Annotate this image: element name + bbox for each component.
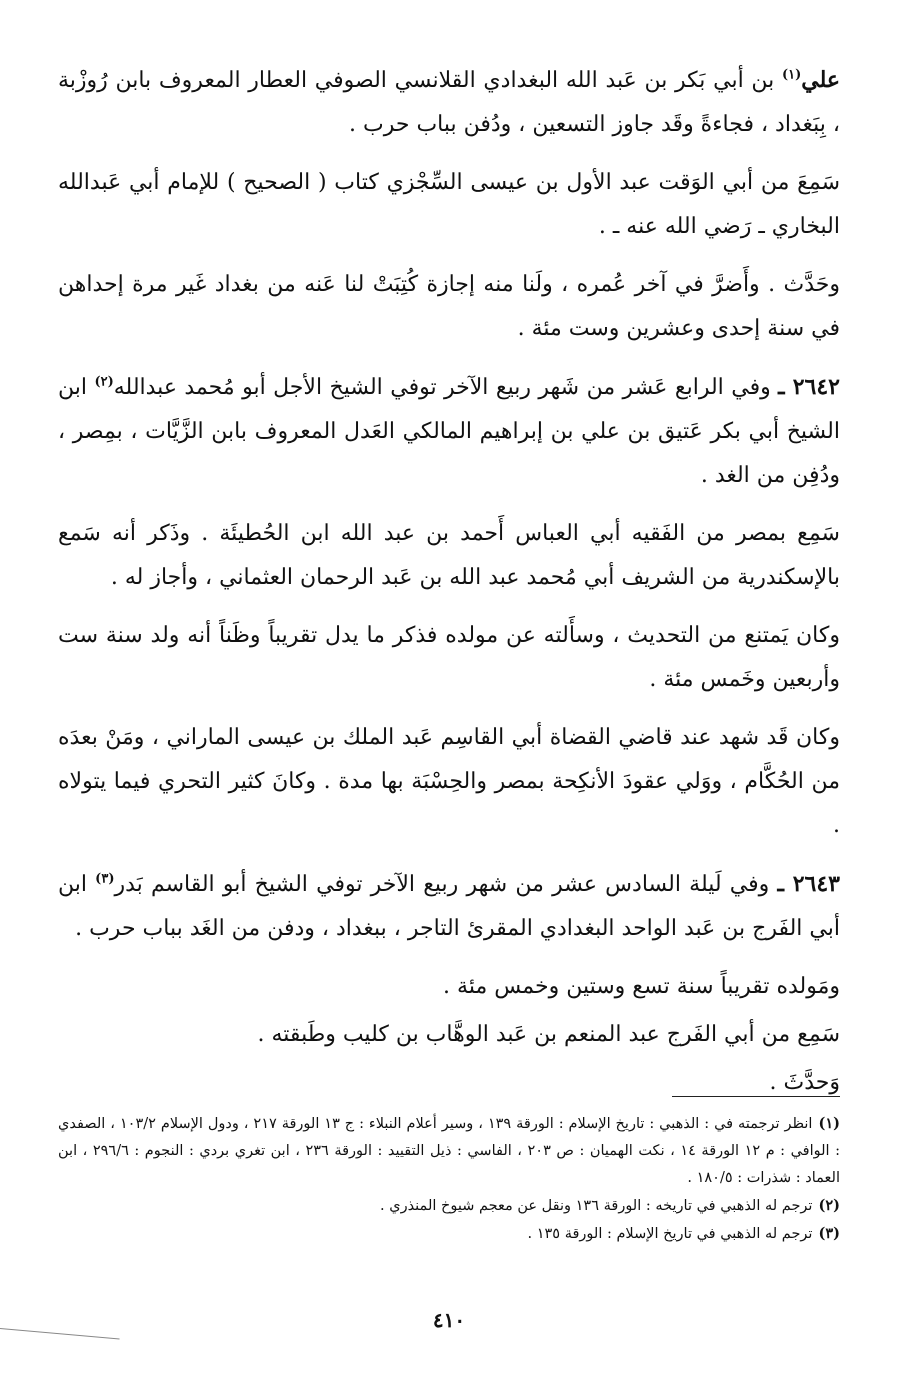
footnote-ref[interactable]: (٢) <box>94 374 114 390</box>
footnote-number: (٣) <box>818 1225 840 1242</box>
entry-paragraph: سَمِع من أبي الفَرج عبد المنعم بن عَبد الوهَّاب بن كليب وطَبقته . <box>257 1022 840 1047</box>
footnote <box>58 1192 840 1220</box>
entry-number: ٢٦٤٢ ـ <box>778 374 840 400</box>
entry-paragraph: وكان قَد شهد عند قاضي القضاة أبي القاسِم عَبد الملك بن عيسى الماراني ، ومَنْ بعدَه من الحُكَّام ، ووَلي عقودَ الأنكِحة بمصر والحِسْبَة بها مدة . وكانَ كثير التحري فيما يتولاه . <box>58 725 840 838</box>
entry-paragraph: وَحدَّثَ . <box>769 1070 840 1095</box>
footnote-number: (١) <box>818 1115 840 1132</box>
book-page <box>58 58 840 1378</box>
entry-text: وفي لَيلة السادس عشر من شهر ربيع الآخر توفي الشيخ أبو القاسم بَدر <box>114 872 770 897</box>
entry-paragraph <box>58 862 840 951</box>
entry-text: ابن الشيخ أبي بكر عَتيق بن علي بن إبراهيم المالكي العَدل المعروف بابن الزَّيَّات ، بمِصر ، ودُفِن من الغد . <box>58 375 840 488</box>
footnote-number: (٢) <box>818 1197 840 1214</box>
main-text <box>58 58 840 1105</box>
entry-number: ٢٦٤٣ ـ <box>777 871 840 897</box>
entry-paragraph <box>58 58 840 147</box>
entry-paragraph: سَمِعَ من أبي الوَقت عبد الأول بن عيسى السِّجْزي كتاب ( الصحيح ) للإمام أبي عَبدالله البخاري ـ رَضي الله عنه ـ . <box>58 170 840 239</box>
entry-paragraph: وحَدَّث . وأَضرَّ في آخر عُمره ، ولَنا منه إجازة كُتِبَتْ لنا عَنه من بغداد غَير مرة إحداهن في سنة إحدى وعشرين وست مئة . <box>58 272 840 341</box>
footnotes <box>58 1110 840 1248</box>
entry-paragraph: وكان يَمتنع من التحديث ، وسأَلته عن مولده فذكر ما يدل تقريباً وظَناً أنه ولد سنة ست وأربعين وخَمس مئة . <box>58 623 840 692</box>
entry-name: علي <box>801 67 840 93</box>
entry-paragraph: ومَولده تقريباً سنة تسع وستين وخمس مئة . <box>443 974 840 999</box>
entry-paragraph: سَمِع بمصر من الفَقيه أبي العباس أَحمد بن عبد الله ابن الحُطيئَة . وذَكر أنه سَمع بالإسكندرية من الشريف أبي مُحمد عبد الله بن عَبد الرحمان العثماني ، وأجاز له . <box>58 521 840 590</box>
footnote-ref[interactable]: (٣) <box>95 871 115 887</box>
footnote-text: ترجم له الذهبي في تاريخه : الورقة ١٣٦ ونقل عن معجم شيوخ المنذري . <box>380 1198 813 1214</box>
footnote-text: انظر ترجمته في : الذهبي : تاريخ الإسلام : الورقة ١٣٩ ، وسير أعلام النبلاء : ج ١٣ الورقة ٢١٧ ، ودول الإسلام ١٠٣/٢ ، الصفدي : الوافي : م ١٢ الورقة ١٤ ، نكت الهميان : ص ٢٠٣ ، الفاسي : ذيل التقييد : الورقة ٢٣٦ ، ابن تغري بردي : النجوم : ٢٩٦/٦ ، ابن العماد : شذرات : ١٨٠/٥ . <box>58 1116 840 1186</box>
entry-text: بن أبي بَكر بن عَبد الله البغدادي القلانسي الصوفي العطار المعروف بابن رُوزْبة ، بِبَغداد ، فجاءةً وقَد جاوز التسعين ، ودُفن بباب حرب . <box>58 68 840 137</box>
footnote-text: ترجم له الذهبي في تاريخ الإسلام : الورقة ١٣٥ . <box>527 1226 813 1242</box>
entry-paragraph <box>58 365 840 498</box>
footnote-ref[interactable]: (١) <box>781 67 802 83</box>
entry-text: وفي الرابع عَشر من شَهر ربيع الآخر توفي الشيخ الأجل أبو مُحمد عبدالله <box>113 375 771 400</box>
page-number: ٤١٠ <box>432 1308 466 1332</box>
footnote-divider <box>672 1096 840 1097</box>
footnote <box>58 1220 840 1248</box>
entry-text: ابن أبي الفَرج بن عَبد الواحد البغدادي المقرئ التاجر ، ببغداد ، ودفن من الغَد بباب حرب . <box>58 872 840 941</box>
footnote <box>58 1110 840 1192</box>
